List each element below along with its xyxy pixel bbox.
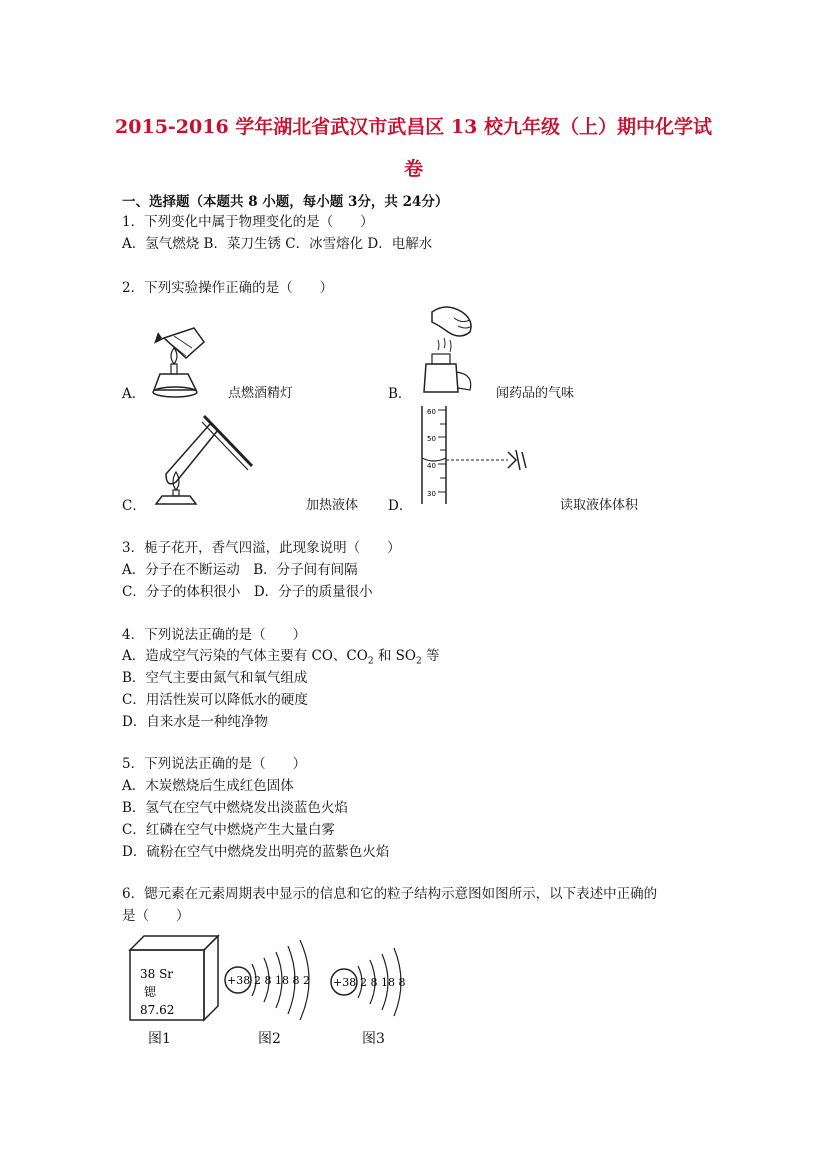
q5-stem: 5．下列说法正确的是（ ） xyxy=(122,756,307,772)
q3-stem: 3．栀子花开，香气四溢，此现象说明（ ） xyxy=(122,540,401,556)
q5-option-d: D．硫粉在空气中燃烧发出明亮的蓝紫色火焰 xyxy=(122,844,390,860)
figure3-label: 图3 xyxy=(362,1031,385,1047)
strontium-ion-structure-figure xyxy=(328,940,428,1024)
q2-option-d-letter: D． xyxy=(388,498,413,514)
element-name: 锶 xyxy=(144,985,157,999)
q2-option-a-letter: A． xyxy=(122,386,146,402)
q3-options-row2: C．分子的体积很小 D．分子的质量很小 xyxy=(122,584,373,600)
q4-option-a-post: 等 xyxy=(421,648,440,664)
element-number-symbol: 38 Sr xyxy=(140,967,174,981)
q5-option-b: B．氢气在空气中燃烧发出淡蓝色火焰 xyxy=(122,800,348,816)
q2-option-d-caption: 读取液体体积 xyxy=(560,498,639,513)
fig3-electron-shells: 2 8 18 8 xyxy=(360,976,406,989)
strontium-atom-structure-figure xyxy=(222,934,332,1024)
q4-option-a xyxy=(122,644,440,667)
q6-stem-line1: 6．锶元素在元素周期表中显示的信息和它的粒子结构示意图如图所示，以下表述中正确的 xyxy=(122,886,658,902)
graduated-cylinder-figure xyxy=(412,404,542,508)
q5-option-c: C．红磷在空气中燃烧产生大量白雾 xyxy=(122,822,335,838)
section-heading: 一、选择题（本题共 8 小题，每小题 3分，共 24分） xyxy=(122,194,449,210)
strontium-element-card-figure xyxy=(122,932,222,1028)
q4-option-a-mid: 和 SO xyxy=(373,648,416,664)
element-atomic-mass: 87.62 xyxy=(140,1003,175,1017)
q4-option-b: B．空气主要由氮气和氧气组成 xyxy=(122,670,308,686)
figure1-label: 图1 xyxy=(148,1031,171,1047)
q4-option-d: D．自来水是一种纯净物 xyxy=(122,714,268,730)
fig3-nucleus-charge: +38 xyxy=(333,976,357,989)
smelling-chemical-figure xyxy=(418,300,490,398)
q2-option-b-caption: 闻药品的气味 xyxy=(496,386,575,401)
cylinder-tick-40: 40 xyxy=(427,462,436,470)
q4-option-a-sub2: 2 xyxy=(415,656,422,667)
figure2-label: 图2 xyxy=(258,1031,281,1047)
q2-option-b-letter: B． xyxy=(388,386,412,402)
q2-option-a-caption: 点燃酒精灯 xyxy=(228,386,294,401)
fig2-nucleus-charge: +38 xyxy=(227,974,251,987)
q2-stem: 2．下列实验操作正确的是（ ） xyxy=(122,280,334,296)
fig2-electron-shells: 2 8 18 8 2 xyxy=(254,974,310,987)
q1-options: A．氢气燃烧 B．菜刀生锈 C．冰雪熔化 D．电解水 xyxy=(122,236,433,252)
page-title-line2: 卷 xyxy=(403,158,423,180)
page-title-line1: 2015-2016 学年湖北省武汉市武昌区 13 校九年级（上）期中化学试 xyxy=(115,116,712,138)
q1-stem: 1．下列变化中属于物理变化的是（ ） xyxy=(122,214,374,230)
q4-stem: 4．下列说法正确的是（ ） xyxy=(122,627,307,643)
q6-stem-line2: 是（ ） xyxy=(122,908,190,924)
alcohol-lamp-lighting-figure xyxy=(146,318,216,402)
q4-option-a-sub1: 2 xyxy=(367,656,374,667)
heating-liquid-figure xyxy=(148,408,260,508)
q2-option-c-caption: 加热液体 xyxy=(306,498,359,513)
q4-option-a-pre: A．造成空气污染的气体主要有 CO、CO xyxy=(122,648,368,664)
q2-option-c-letter: C． xyxy=(122,498,146,514)
q4-option-c: C．用活性炭可以降低水的硬度 xyxy=(122,692,308,708)
q5-option-a: A．木炭燃烧后生成红色固体 xyxy=(122,778,294,794)
q3-options-row1: A．分子在不断运动 B．分子间有间隔 xyxy=(122,562,358,578)
cylinder-tick-30: 30 xyxy=(427,490,436,498)
cylinder-tick-50: 50 xyxy=(427,435,436,443)
cylinder-tick-60: 60 xyxy=(427,408,436,416)
